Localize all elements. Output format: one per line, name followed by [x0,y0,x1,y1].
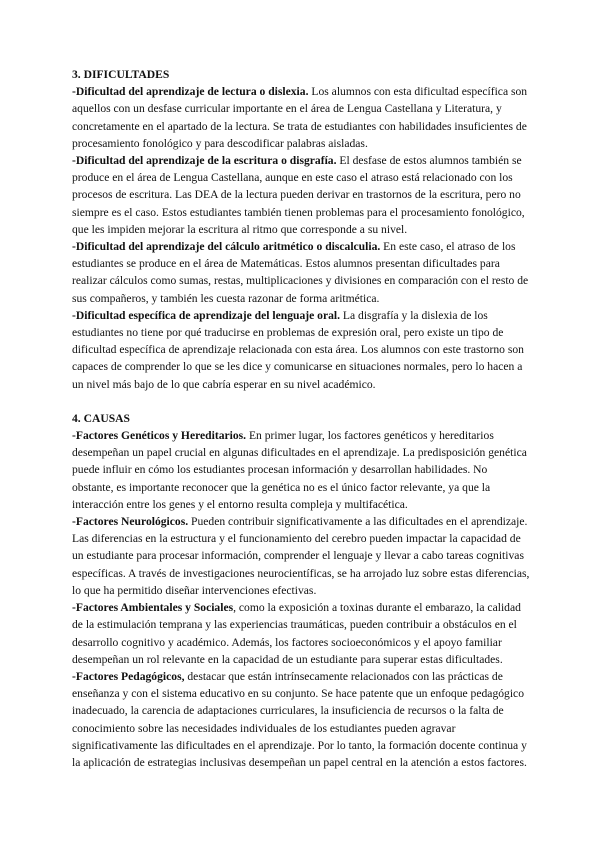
paragraph-discalculia [72,238,530,307]
paragraph-text: Los alumnos con esta dificultad específica son aquellos con un desfase curricular importante en el área de Lengua Castellana y Literatura, y concretamente en el apartado de la lectura. Se trata de estudiantes con habilidades insuficientes de procesamiento fonológico y para descodificar palabras aisladas. [72,85,528,150]
paragraph-text: La disgrafía y la dislexia de los estudiantes no tiene por qué traducirse en problemas de expresión oral, pero existe un tipo de dificultad específica de aprendizaje relacionada con esta área. Los alumnos con este trastorno son capaces de comprender lo que se les dice y comunicarse en situaciones normales, pero lo hacen a un nivel más bajo de lo que cabría esperar en su nivel académico. [72,308,524,391]
paragraph-term: -Factores Pedagógicos, [72,669,185,683]
paragraph-text: El desfase de estos alumnos también se produce en el área de Lengua Castellana, aunque en este caso el atraso está relacionado con los procesos de escritura. Las DEA de la lectura pueden derivar en trastornos de la escritura, pero no siempre es el caso. Estos estudiantes también tienen problemas para el procesamiento fonológico, que les impiden mejorar la escritura al ritmo que corresponde a su nivel. [72,154,525,236]
paragraph-text: En este caso, el atraso de los estudiantes se produce en el área de Matemáticas. Estos alumnos presentan dificultades para realizar cálculos como sumas, restas, multiplicaciones y divisiones en comparación con el resto de sus compañeros, y también les cuesta razonar de forma aritmética. [72,240,529,305]
paragraph-term: -Factores Ambientales y Sociales [72,601,234,615]
paragraph-pedagogicos [72,668,530,771]
paragraph-neurologicos [72,513,530,599]
paragraph-term: -Dificultad del aprendizaje de lectura o dislexia. [72,85,309,99]
paragraph-term: -Dificultad del aprendizaje de la escritura o disgrafía. [72,154,337,168]
paragraph-term: -Factores Neurológicos. [72,515,189,529]
paragraph-text: En primer lugar, los factores genéticos y hereditarios desempeñan un papel crucial en algunas dificultades en el aprendizaje. La predisposición genética puede influir en cómo los estudiantes procesan información y desarrollan habilidades. No obstante, es importante reconocer que la genética no es el único factor relevante, ya que la interacción entre los genes y el entorno resulta compleja y multifacética. [72,429,527,511]
paragraph-term: -Dificultad específica de aprendizaje del lenguaje oral. [72,308,341,322]
paragraph-text: Pueden contribuir significativamente a las dificultades en el aprendizaje. Las diferencias en la estructura y el funcionamiento del cerebro pueden impactar la capacidad de un estudiante para procesar información, comprender el lenguaje y llevar a cabo tareas cognitivas específicas. A través de investigaciones neurocientíficas, se ha arrojado luz sobre estas diferencias, lo que ha permitido diseñar intervenciones efectivas. [72,515,530,597]
section-heading: 4. CAUSAS [72,411,130,425]
section-heading: 3. DIFICULTADES [72,68,170,81]
paragraph-geneticos [72,427,530,513]
section-causas [72,410,530,771]
paragraph-disgrafia [72,152,530,238]
document-page [72,66,530,771]
paragraph-term: -Factores Genéticos y Hereditarios. [72,429,247,443]
paragraph-text: , como la exposición a toxinas durante el embarazo, la calidad de la estimulación temprana y las experiencias traumáticas, pueden contribuir a obstáculos en el desarrollo cognitivo y académico. Además, los factores socioeconómicos y el apoyo familiar desempeñan un rol relevante en la capacidad de un estudiante para superar estas dificultades. [72,601,521,666]
section-dificultades [72,66,530,393]
paragraph-text: destacar que están intrínsecamente relacionados con las prácticas de enseñanza y con el sistema educativo en su conjunto. Se hace patente que un enfoque pedagógico inadecuado, la carencia de adaptaciones curriculares, la insuficiencia de recursos o la falta de conocimiento sobre las necesidades individuales de los estudiantes pueden agravar significativamente las dificultades en el aprendizaje. Por lo tanto, la formación docente continua y la aplicación de estrategias inclusivas desempeñan un papel central en la atención a estos factores. [72,669,527,769]
paragraph-ambientales [72,599,530,668]
paragraph-lenguaje-oral [72,307,530,393]
paragraph-term: -Dificultad del aprendizaje del cálculo aritmético o discalculia. [72,240,381,254]
paragraph-dislexia [72,83,530,152]
